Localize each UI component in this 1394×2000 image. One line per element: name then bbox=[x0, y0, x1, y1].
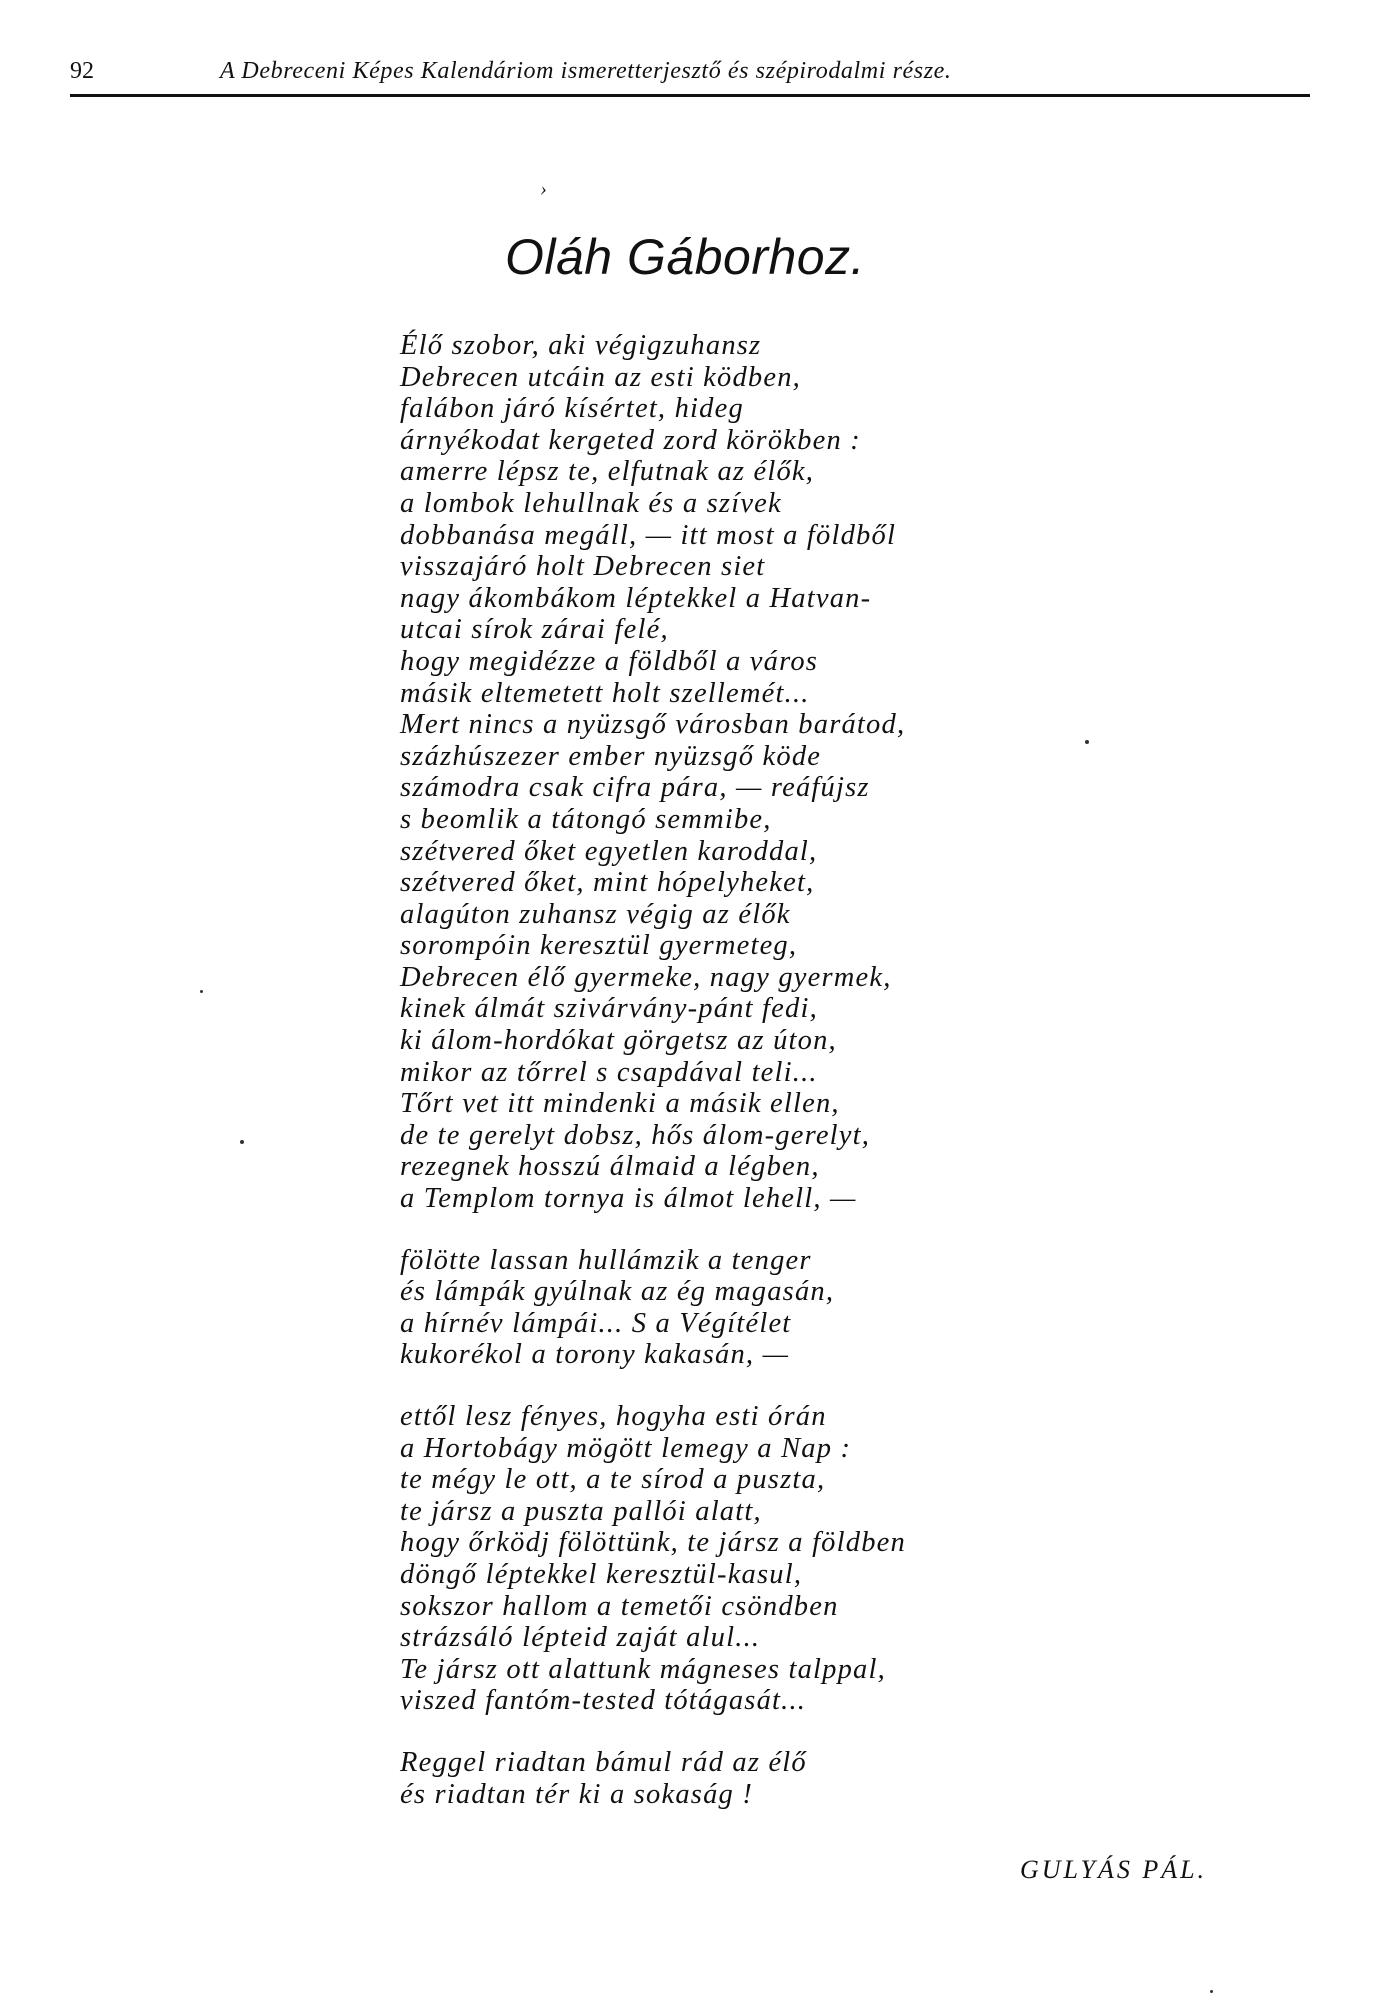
poem-line: számodra csak cifra pára, — reáfújsz bbox=[400, 772, 870, 804]
poem-line: falábon járó kísértet, hideg bbox=[400, 393, 744, 425]
print-speck bbox=[200, 990, 203, 993]
poem-line: visszajáró holt Debrecen siet bbox=[400, 551, 766, 583]
poem-stanza bbox=[400, 1245, 1300, 1371]
poem-stanza bbox=[400, 1401, 1300, 1717]
poem-line: Debrecen élő gyermeke, nagy gyermek, bbox=[400, 961, 892, 993]
poem-title: Oláh Gáborhoz. bbox=[505, 229, 865, 285]
poem-line: Reggel riadtan bámul rád az élő bbox=[400, 1746, 807, 1778]
poem-line: szétvered őket egyetlen karoddal, bbox=[400, 835, 818, 867]
poem-line: nagy ákombákom léptekkel a Hatvan- bbox=[400, 582, 872, 614]
poem-line: és riadtan tér ki a sokaság ! bbox=[400, 1778, 754, 1810]
printer-mark: › bbox=[540, 178, 547, 200]
poem-line: kinek álmát szivárvány-pánt fedi, bbox=[400, 993, 818, 1025]
running-title: A Debreceni Képes Kalendáriom ismeretterjesztő és szépirodalmi része. bbox=[220, 58, 952, 84]
poem-line: Élő szobor, aki végigzuhansz bbox=[400, 330, 762, 361]
header-rule bbox=[70, 94, 1310, 97]
print-speck bbox=[1210, 1990, 1213, 1993]
poem-line: és lámpák gyúlnak az ég magasán, bbox=[400, 1276, 835, 1308]
poem-line: strázsáló lépteid zaját alul... bbox=[400, 1622, 761, 1654]
poem-line: Te jársz ott alattunk mágneses talppal, bbox=[400, 1653, 886, 1685]
poem-line: szétvered őket, mint hópelyheket, bbox=[400, 867, 815, 899]
poem-line: a lombok lehullnak és a szívek bbox=[400, 487, 782, 519]
poem-line: kukorékol a torony kakasán, — bbox=[400, 1339, 790, 1371]
poem-line: a hírnév lámpái... S a Végítélet bbox=[400, 1307, 792, 1339]
poem-line: mikor az tőrrel s csapdával teli... bbox=[400, 1056, 818, 1088]
poem-line: utcai sírok zárai felé, bbox=[400, 614, 669, 646]
author-signature: GULYÁS PÁL. bbox=[1020, 1855, 1208, 1884]
poem-line: s beomlik a tátongó semmibe, bbox=[400, 803, 772, 835]
poem-line: százhúszezer ember nyüzsgő köde bbox=[400, 740, 822, 772]
poem-line: döngő léptekkel keresztül-kasul, bbox=[400, 1558, 803, 1590]
poem-body bbox=[400, 330, 1300, 1840]
poem-line: hogy megidézze a földből a város bbox=[400, 645, 819, 677]
poem-line: te jársz a puszta pallói alatt, bbox=[400, 1495, 762, 1527]
poem-stanza bbox=[400, 1747, 1300, 1810]
print-speck bbox=[1085, 740, 1089, 744]
poem-line: viszed fantóm-tested tótágasát... bbox=[400, 1685, 807, 1717]
poem-line: rezegnek hosszú álmaid a légben, bbox=[400, 1151, 820, 1183]
poem-stanza bbox=[400, 330, 1300, 1215]
poem-line: de te gerelyt dobsz, hős álom-gerelyt, bbox=[400, 1119, 871, 1151]
poem-line: ki álom-hordókat görgetsz az úton, bbox=[400, 1025, 837, 1057]
poem-line: Debrecen utcáin az esti ködben, bbox=[400, 361, 801, 393]
poem-line: dobbanása megáll, — itt most a földből bbox=[400, 519, 897, 551]
poem-line: a Templom tornya is álmot lehell, — bbox=[400, 1183, 857, 1215]
poem-line: árnyékodat kergeted zord körökben : bbox=[400, 424, 861, 456]
poem-line: te mégy le ott, a te sírod a puszta, bbox=[400, 1464, 826, 1496]
poem-line: másik eltemetett holt szellemét... bbox=[400, 677, 810, 709]
print-speck bbox=[240, 1140, 244, 1144]
poem-line: hogy őrködj fölöttünk, te jársz a földben bbox=[400, 1527, 906, 1559]
poem-line: Mert nincs a nyüzsgő városban barátod, bbox=[400, 709, 906, 741]
page-header bbox=[70, 58, 1310, 98]
poem-line: Tőrt vet itt mindenki a másik ellen, bbox=[400, 1088, 840, 1120]
poem-line: ettől lesz fényes, hogyha esti órán bbox=[400, 1401, 827, 1432]
poem-line: sorompóin keresztül gyermeteg, bbox=[400, 930, 798, 962]
poem-line: sokszor hallom a temetői csöndben bbox=[400, 1590, 839, 1622]
poem-line: fölötte lassan hullámzik a tenger bbox=[400, 1244, 812, 1276]
poem-line: a Hortobágy mögött lemegy a Nap : bbox=[400, 1432, 852, 1464]
poem-line: amerre lépsz te, elfutnak az élők, bbox=[400, 456, 815, 488]
poem-line: alagúton zuhansz végig az élők bbox=[400, 898, 791, 930]
page-number: 92 bbox=[70, 58, 94, 84]
